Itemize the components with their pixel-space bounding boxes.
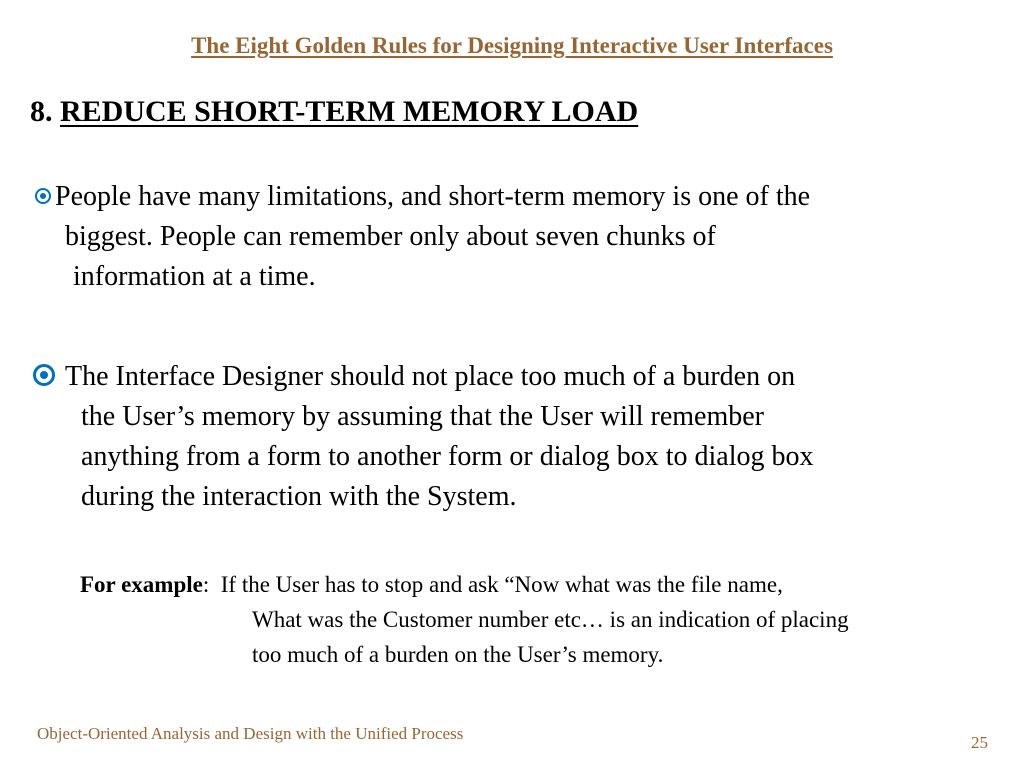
circled-dot-icon [35,188,51,204]
bullet-line: information at a time. [73,261,316,292]
bullet-1 [35,177,810,297]
bullet-line: the User’s memory by assuming that the User will remember [81,401,764,432]
bullet-line: anything from a form to another form or dialog box to dialog box [81,441,814,472]
page-number: 25 [971,733,988,752]
example-text-line: too much of a burden on the User’s memory. [252,642,664,667]
example-text-line: If the User has to stop and ask “Now what was the file name, [220,572,783,597]
bullet-line: during the interaction with the System. [81,481,517,512]
bullet-line: The Interface Designer should not place too much of a burden on [33,357,814,397]
bullet-2 [33,357,814,517]
slide-title: The Eight Golden Rules for Designing Interactive User Interfaces [191,33,833,58]
example-text-line: What was the Customer number etc… is an indication of placing [252,607,849,632]
example-first-line: For example: If the User has to stop and ask “Now what was the file name, [80,572,783,597]
bullet-line: biggest. People can remember only about seven chunks of [65,221,716,252]
rule-heading [30,95,638,129]
bullet-line: People have many limitations, and short-term memory is one of the [35,177,810,217]
example-label: For example [80,572,203,597]
circled-dot-icon [33,364,55,386]
rule-heading-text: REDUCE SHORT-TERM MEMORY LOAD [60,95,639,128]
rule-number: 8. [30,95,53,128]
footer-text: Object-Oriented Analysis and Design with the Unified Process [37,724,464,743]
